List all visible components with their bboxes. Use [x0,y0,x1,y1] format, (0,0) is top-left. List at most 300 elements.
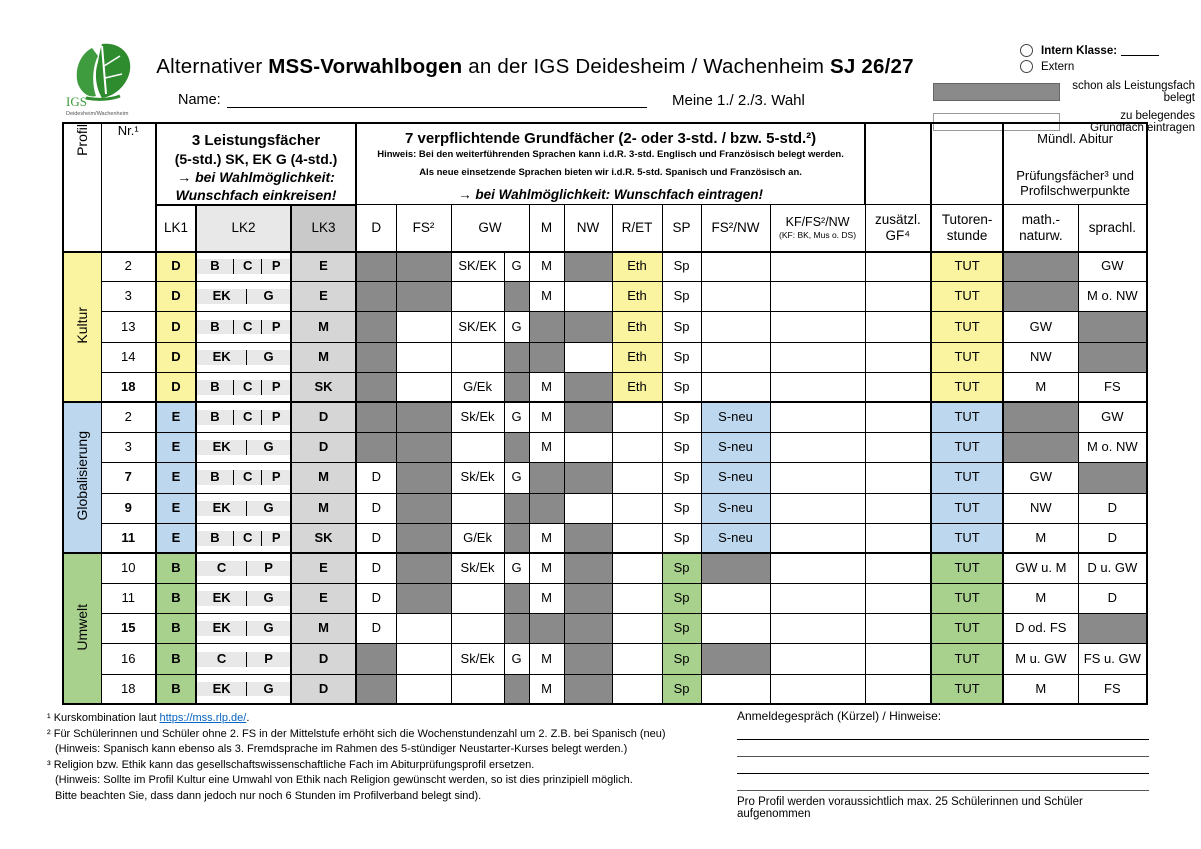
cell-umwelt-18-tut: TUT [931,674,1003,704]
cell-umwelt-16-sprachl-abitur: FS u. GW [1078,644,1147,674]
cell-kultur-2-tut: TUT [931,252,1003,282]
row-number-kultur-18: 18 [101,372,156,402]
cell-kultur-13-fs2nw[interactable] [701,312,770,342]
extern-option[interactable] [1020,60,1159,73]
cell-kultur-14-gw-choice[interactable] [451,342,504,372]
lk2-option[interactable]: P [262,320,290,335]
lk1-cell: B [156,553,196,583]
klasse-input-line[interactable] [1121,46,1159,56]
cell-globalisierung-9-fs2nw: S-neu [701,493,770,523]
cell-umwelt-18-fs2[interactable] [396,674,451,704]
cell-globalisierung-11-gw-choice[interactable]: G/Ek [451,523,504,553]
cell-kultur-2-gw-choice[interactable]: SK/EK [451,252,504,282]
lk2-cell[interactable] [196,372,291,402]
cell-kultur-13-kf[interactable] [770,312,865,342]
profile-label-kultur: Kultur [63,252,101,403]
lk2-option[interactable]: EK [197,289,247,304]
lk2-cell[interactable] [196,644,291,674]
col-header-fs2nw: FS²/NW [701,205,770,252]
lk1-cell: E [156,463,196,493]
cell-umwelt-16-sp: Sp [662,644,701,674]
notes-line[interactable] [737,740,1149,757]
anmeldegespraech-label: Anmeldegespräch (Kürzel) / Hinweise: [737,709,942,723]
cell-globalisierung-2-nw [564,402,612,432]
lk3-cell[interactable]: E [291,553,356,583]
empty-header-cell [865,123,931,205]
row-number-kultur-14: 14 [101,342,156,372]
cell-globalisierung-7-d: D [356,463,396,493]
cell-kultur-14-fs2nw[interactable] [701,342,770,372]
lk3-cell[interactable]: M [291,342,356,372]
lk2-option[interactable]: G [247,350,290,365]
cell-umwelt-15-sprachl-abitur [1078,614,1147,644]
cell-umwelt-16-ret[interactable] [612,644,662,674]
cell-umwelt-10-sp: Sp [662,553,701,583]
col-header-math-naturw: math.- naturw. [1003,205,1078,252]
cell-kultur-18-sp: Sp [662,372,701,402]
cell-kultur-13-tut: TUT [931,312,1003,342]
cell-kultur-3-fs2 [396,282,451,312]
cell-kultur-18-kf[interactable] [770,372,865,402]
cell-globalisierung-9-d: D [356,493,396,523]
cell-umwelt-11-gf4[interactable] [865,584,931,614]
lk2-option[interactable]: P [247,652,290,667]
lk2-option[interactable]: G [247,501,290,516]
cell-umwelt-15-nw [564,614,612,644]
lk1-cell: D [156,312,196,342]
cell-kultur-13-gw-choice[interactable]: SK/EK [451,312,504,342]
lk3-cell[interactable]: M [291,614,356,644]
row-number-umwelt-16: 16 [101,644,156,674]
notes-line[interactable] [737,723,1149,740]
cell-globalisierung-3-sp: Sp [662,433,701,463]
lk2-option[interactable]: C [197,561,247,576]
lk1-cell: D [156,252,196,282]
cell-globalisierung-3-gw-choice[interactable] [451,433,504,463]
cell-umwelt-16-tut: TUT [931,644,1003,674]
cell-kultur-2-kf[interactable] [770,252,865,282]
cell-globalisierung-2-sp: Sp [662,402,701,432]
lk2-cell[interactable] [196,402,291,432]
cell-umwelt-11-sp: Sp [662,584,701,614]
cell-kultur-14-gf4[interactable] [865,342,931,372]
lk2-option[interactable]: G [247,621,290,636]
notes-line[interactable] [737,757,1149,774]
cell-umwelt-10-d: D [356,553,396,583]
cell-globalisierung-9-tut: TUT [931,493,1003,523]
lk3-cell[interactable]: M [291,463,356,493]
lk2-option[interactable]: C [197,652,247,667]
cell-kultur-3-gf4[interactable] [865,282,931,312]
cell-umwelt-11-nw [564,584,612,614]
footnote-3: ³ Religion bzw. Ethik kann das gesellschaftswissenschaftliche Fach im Abiturprüfungsprofil ersetzen. [47,758,535,771]
cell-globalisierung-2-math-abitur [1003,402,1078,432]
cell-globalisierung-2-gw-choice[interactable]: Sk/Ek [451,402,504,432]
cell-globalisierung-7-m [529,463,564,493]
extern-label: Extern [1041,60,1075,73]
lk3-cell[interactable]: M [291,493,356,523]
cell-globalisierung-11-tut: TUT [931,523,1003,553]
lk1-cell: D [156,282,196,312]
row-number-kultur-2: 2 [101,252,156,282]
row-number-kultur-3: 3 [101,282,156,312]
cell-globalisierung-9-ret[interactable] [612,493,662,523]
lk2-option[interactable]: P [262,470,290,485]
cell-kultur-2-sprachl-abitur: GW [1078,252,1147,282]
cell-globalisierung-3-math-abitur [1003,433,1078,463]
lk2-cell[interactable] [196,493,291,523]
cell-umwelt-15-math-abitur: D od. FS [1003,614,1078,644]
cell-kultur-14-tut: TUT [931,342,1003,372]
cell-umwelt-10-gf4[interactable] [865,553,931,583]
cell-umwelt-15-m [529,614,564,644]
lk3-cell[interactable]: SK [291,523,356,553]
lk2-option[interactable]: EK [197,591,247,606]
lk1-cell: B [156,614,196,644]
mss-link[interactable]: https://mss.rlp.de/ [159,712,247,724]
lk2-option[interactable]: B [197,320,234,335]
legend-gray-row [933,80,1195,104]
cell-umwelt-18-sp: Sp [662,674,701,704]
cell-umwelt-10-math-abitur: GW u. M [1003,553,1078,583]
cell-globalisierung-3-m: M [529,433,564,463]
cell-kultur-18-nw [564,372,612,402]
lk3-cell[interactable]: D [291,644,356,674]
cell-kultur-18-m: M [529,372,564,402]
cell-umwelt-15-sp: Sp [662,614,701,644]
lk2-option[interactable]: EK [197,350,247,365]
cell-globalisierung-2-gw-fixed: G [504,402,529,432]
cell-globalisierung-11-nw [564,523,612,553]
lk2-option[interactable]: P [262,380,290,395]
lk2-option[interactable]: B [197,380,234,395]
extern-radio-icon[interactable] [1020,60,1033,73]
course-selection-table [62,122,1148,705]
cell-kultur-14-d [356,342,396,372]
cell-kultur-2-sp: Sp [662,252,701,282]
lk2-option[interactable]: B [197,410,234,425]
wahl-label: Meine 1./ 2./3. Wahl [672,92,805,109]
cell-umwelt-15-fs2[interactable] [396,614,451,644]
empty-header-cell [931,123,1003,205]
cell-umwelt-15-tut: TUT [931,614,1003,644]
cell-umwelt-10-fs2 [396,553,451,583]
cell-globalisierung-7-gf4[interactable] [865,463,931,493]
cell-globalisierung-3-kf[interactable] [770,433,865,463]
cell-globalisierung-3-sprachl-abitur: M o. NW [1078,433,1147,463]
cell-globalisierung-3-tut: TUT [931,433,1003,463]
cell-globalisierung-7-fs2nw: S-neu [701,463,770,493]
cell-globalisierung-3-ret[interactable] [612,433,662,463]
cell-kultur-13-d [356,312,396,342]
cell-kultur-14-fs2[interactable] [396,342,451,372]
cell-umwelt-11-kf[interactable] [770,584,865,614]
notes-line[interactable] [737,774,1149,791]
cell-kultur-18-tut: TUT [931,372,1003,402]
cell-kultur-14-ret: Eth [612,342,662,372]
intern-radio-icon[interactable] [1020,44,1033,57]
cell-kultur-18-d [356,372,396,402]
lk2-cell[interactable] [196,584,291,614]
cell-globalisierung-3-gw-fixed [504,433,529,463]
row-number-globalisierung-9: 9 [101,493,156,523]
cell-kultur-3-tut: TUT [931,282,1003,312]
cell-umwelt-18-gf4[interactable] [865,674,931,704]
col-header-m: M [529,205,564,252]
cell-umwelt-16-gf4[interactable] [865,644,931,674]
lk2-option[interactable]: P [247,561,290,576]
lk2-cell[interactable] [196,553,291,583]
col-header-gf4: zusätzl. GF⁴ [865,205,931,252]
cell-kultur-18-math-abitur: M [1003,372,1078,402]
cell-kultur-18-sprachl-abitur: FS [1078,372,1147,402]
lk2-cell[interactable] [196,282,291,312]
lk2-cell[interactable] [196,312,291,342]
cell-globalisierung-3-fs2 [396,433,451,463]
cell-umwelt-18-ret[interactable] [612,674,662,704]
cell-globalisierung-7-fs2 [396,463,451,493]
cell-umwelt-16-math-abitur: M u. GW [1003,644,1078,674]
cell-umwelt-18-sprachl-abitur: FS [1078,674,1147,704]
row-number-umwelt-11: 11 [101,584,156,614]
pro-profil-note: Pro Profil werden voraussichtlich max. 25 Schülerinnen und Schüler aufgenommen [737,796,1083,820]
row-number-globalisierung-2: 2 [101,402,156,432]
cell-globalisierung-7-math-abitur: GW [1003,463,1078,493]
lk2-option[interactable]: C [234,320,263,335]
lk2-cell[interactable] [196,674,291,704]
cell-umwelt-18-gw-choice[interactable] [451,674,504,704]
lk2-option[interactable]: P [262,531,290,546]
cell-umwelt-11-math-abitur: M [1003,584,1078,614]
cell-kultur-3-gw-choice[interactable] [451,282,504,312]
cell-globalisierung-11-fs2 [396,523,451,553]
cell-umwelt-16-nw [564,644,612,674]
lk3-cell[interactable]: E [291,252,356,282]
cell-umwelt-18-kf[interactable] [770,674,865,704]
lk2-option[interactable]: B [197,531,234,546]
row-number-kultur-13: 13 [101,312,156,342]
cell-globalisierung-7-ret[interactable] [612,463,662,493]
col-header-lk2: LK2 [196,205,291,252]
cell-globalisierung-11-gf4[interactable] [865,523,931,553]
cell-umwelt-15-gf4[interactable] [865,614,931,644]
cell-globalisierung-9-nw[interactable] [564,493,612,523]
lk3-cell[interactable]: D [291,674,356,704]
cell-globalisierung-11-kf[interactable] [770,523,865,553]
cell-kultur-2-fs2nw[interactable] [701,252,770,282]
cell-globalisierung-2-tut: TUT [931,402,1003,432]
cell-kultur-3-kf[interactable] [770,282,865,312]
cell-kultur-3-nw[interactable] [564,282,612,312]
cell-kultur-18-gf4[interactable] [865,372,931,402]
cell-globalisierung-9-m [529,493,564,523]
lk2-cell[interactable] [196,523,291,553]
cell-globalisierung-7-gw-choice[interactable]: Sk/Ek [451,463,504,493]
cell-globalisierung-11-sp: Sp [662,523,701,553]
lk3-cell[interactable]: E [291,282,356,312]
lk2-option[interactable]: G [247,289,290,304]
lk2-option[interactable]: EK [197,501,247,516]
lk3-cell[interactable]: SK [291,372,356,402]
lk2-cell[interactable] [196,252,291,282]
intern-option[interactable] [1020,44,1159,57]
cell-umwelt-11-gw-choice[interactable] [451,584,504,614]
cell-umwelt-15-fs2nw[interactable] [701,614,770,644]
lk2-cell[interactable] [196,614,291,644]
lk1-cell: E [156,523,196,553]
row-number-umwelt-18: 18 [101,674,156,704]
cell-globalisierung-3-gf4[interactable] [865,433,931,463]
cell-globalisierung-2-ret[interactable] [612,402,662,432]
cell-umwelt-10-m: M [529,553,564,583]
lk2-option[interactable]: B [197,259,234,274]
cell-kultur-3-sprachl-abitur: M o. NW [1078,282,1147,312]
row-number-umwelt-15: 15 [101,614,156,644]
lk2-option[interactable]: G [247,682,290,697]
lk2-option[interactable]: EK [197,621,247,636]
cell-kultur-2-gf4[interactable] [865,252,931,282]
svg-text:IGS: IGS [66,94,87,109]
cell-globalisierung-3-nw[interactable] [564,433,612,463]
cell-globalisierung-2-kf[interactable] [770,402,865,432]
cell-kultur-14-kf[interactable] [770,342,865,372]
lk3-cell[interactable]: E [291,584,356,614]
lk2-option[interactable]: P [262,259,290,274]
cell-globalisierung-9-gw-choice[interactable] [451,493,504,523]
cell-globalisierung-11-math-abitur: M [1003,523,1078,553]
cell-kultur-18-fs2[interactable] [396,372,451,402]
legend-white-label: zu belegendes Grundfach eintragen [1090,110,1195,134]
cell-umwelt-16-d [356,644,396,674]
lk2-option[interactable]: C [234,410,263,425]
cell-kultur-3-m: M [529,282,564,312]
cell-umwelt-10-sprachl-abitur: D u. GW [1078,553,1147,583]
cell-kultur-18-fs2nw[interactable] [701,372,770,402]
cell-kultur-2-ret: Eth [612,252,662,282]
cell-globalisierung-11-ret[interactable] [612,523,662,553]
col-header-lk3: LK3 [291,205,356,252]
cell-umwelt-10-gw-choice[interactable]: Sk/Ek [451,553,504,583]
lk1-cell: B [156,584,196,614]
lk2-cell[interactable] [196,342,291,372]
page-title: Alternativer MSS-Vorwahlbogen an der IGS Deidesheim / Wachenheim SJ 26/27 [156,55,914,78]
cell-umwelt-10-tut: TUT [931,553,1003,583]
cell-kultur-2-math-abitur [1003,252,1078,282]
gray-swatch-icon [933,83,1060,101]
cell-globalisierung-11-d: D [356,523,396,553]
svg-text:Deidesheim/Wachenheim: Deidesheim/Wachenheim [66,111,129,117]
cell-umwelt-11-fs2nw[interactable] [701,584,770,614]
cell-globalisierung-2-d [356,402,396,432]
cell-kultur-3-ret: Eth [612,282,662,312]
cell-umwelt-15-gw-fixed [504,614,529,644]
cell-umwelt-10-kf[interactable] [770,553,865,583]
cell-umwelt-18-math-abitur: M [1003,674,1078,704]
lk2-option[interactable]: C [234,380,263,395]
cell-kultur-13-gw-fixed: G [504,312,529,342]
cell-kultur-13-math-abitur: GW [1003,312,1078,342]
cell-kultur-18-gw-choice[interactable]: G/Ek [451,372,504,402]
lk2-option[interactable]: EK [197,440,247,455]
cell-umwelt-18-fs2nw[interactable] [701,674,770,704]
cell-kultur-3-fs2nw[interactable] [701,282,770,312]
cell-umwelt-16-kf[interactable] [770,644,865,674]
cell-globalisierung-11-gw-fixed [504,523,529,553]
intern-label: Intern Klasse: [1041,44,1118,57]
lk2-option[interactable]: EK [197,682,247,697]
cell-globalisierung-9-gf4[interactable] [865,493,931,523]
name-field-row [178,92,647,108]
footnote-1: ¹ Kurskombination laut https://mss.rlp.de/. [47,712,250,724]
cell-umwelt-15-kf[interactable] [770,614,865,644]
lk3-cell[interactable]: D [291,402,356,432]
lk3-cell[interactable]: D [291,433,356,463]
cell-umwelt-11-m: M [529,584,564,614]
cell-umwelt-11-ret[interactable] [612,584,662,614]
col-header-kf: KF/FS²/NW (KF: BK, Mus o. DS) [770,205,865,252]
lk2-option[interactable]: C [234,259,263,274]
cell-umwelt-15-gw-choice[interactable] [451,614,504,644]
cell-umwelt-16-fs2[interactable] [396,644,451,674]
row-number-globalisierung-3: 3 [101,433,156,463]
cell-globalisierung-2-gf4[interactable] [865,402,931,432]
lk2-option[interactable]: G [247,440,290,455]
col-header-d: D [356,205,396,252]
grundfaecher-group-header: 7 verpflichtende Grundfächer (2- oder 3-std. / bzw. 5-std.²) Hinweis: Bei den weiterführenden Sprachen kann i.d.R. 3-std. Englisch und Französisch belegt werden. Als neue einsetzende Sprachen bieten wir i.d.R. 5-std. Spanisch und Französisch an. → bei Wahlmöglichkeit: Wunschfach eintragen! [356,123,865,205]
cell-kultur-2-fs2 [396,252,451,282]
cell-kultur-13-ret: Eth [612,312,662,342]
row-number-umwelt-10: 10 [101,553,156,583]
lk3-cell[interactable]: M [291,312,356,342]
cell-kultur-14-gw-fixed [504,342,529,372]
cell-umwelt-10-fs2nw [701,553,770,583]
cell-kultur-13-nw [564,312,612,342]
leistungsfaecher-group-header: 3 Leistungsfächer (5-std.) SK, EK G (4-std.) → bei Wahlmöglichkeit: Wunschfach einkreisen! [156,123,356,205]
profil-column-header: Profil [63,123,101,252]
cell-umwelt-15-ret[interactable] [612,614,662,644]
footnote-2: ² Für Schülerinnen und Schüler ohne 2. FS in der Mittelstufe erhöht sich die Wochenstundenzahl um 2. Z.B. bei Spanisch (neu) [47,727,666,740]
lk2-option[interactable]: P [262,410,290,425]
lk2-option[interactable]: G [247,591,290,606]
cell-umwelt-10-ret[interactable] [612,553,662,583]
cell-umwelt-15-d: D [356,614,396,644]
lk2-option[interactable]: C [234,470,263,485]
cell-umwelt-16-fs2nw [701,644,770,674]
lk2-cell[interactable] [196,433,291,463]
cell-kultur-14-nw[interactable] [564,342,612,372]
row-number-globalisierung-7: 7 [101,463,156,493]
cell-globalisierung-7-kf[interactable] [770,463,865,493]
cell-umwelt-11-fs2 [396,584,451,614]
cell-kultur-13-gf4[interactable] [865,312,931,342]
name-input-line[interactable] [227,93,647,108]
cell-globalisierung-2-fs2 [396,402,451,432]
intern-extern-options [1020,44,1159,76]
cell-umwelt-16-gw-choice[interactable]: Sk/Ek [451,644,504,674]
cell-globalisierung-11-fs2nw: S-neu [701,523,770,553]
cell-kultur-14-sprachl-abitur [1078,342,1147,372]
cell-globalisierung-9-kf[interactable] [770,493,865,523]
muendl-abitur-group-header: Mündl. Abitur Prüfungsfächer³ und Profilschwerpunkte [1003,123,1147,205]
lk2-option[interactable]: B [197,470,234,485]
lk2-option[interactable]: C [234,531,263,546]
cell-globalisierung-7-gw-fixed: G [504,463,529,493]
cell-globalisierung-9-sp: Sp [662,493,701,523]
cell-kultur-13-fs2[interactable] [396,312,451,342]
cell-umwelt-11-gw-fixed [504,584,529,614]
lk2-cell[interactable] [196,463,291,493]
cell-globalisierung-9-sprachl-abitur: D [1078,493,1147,523]
